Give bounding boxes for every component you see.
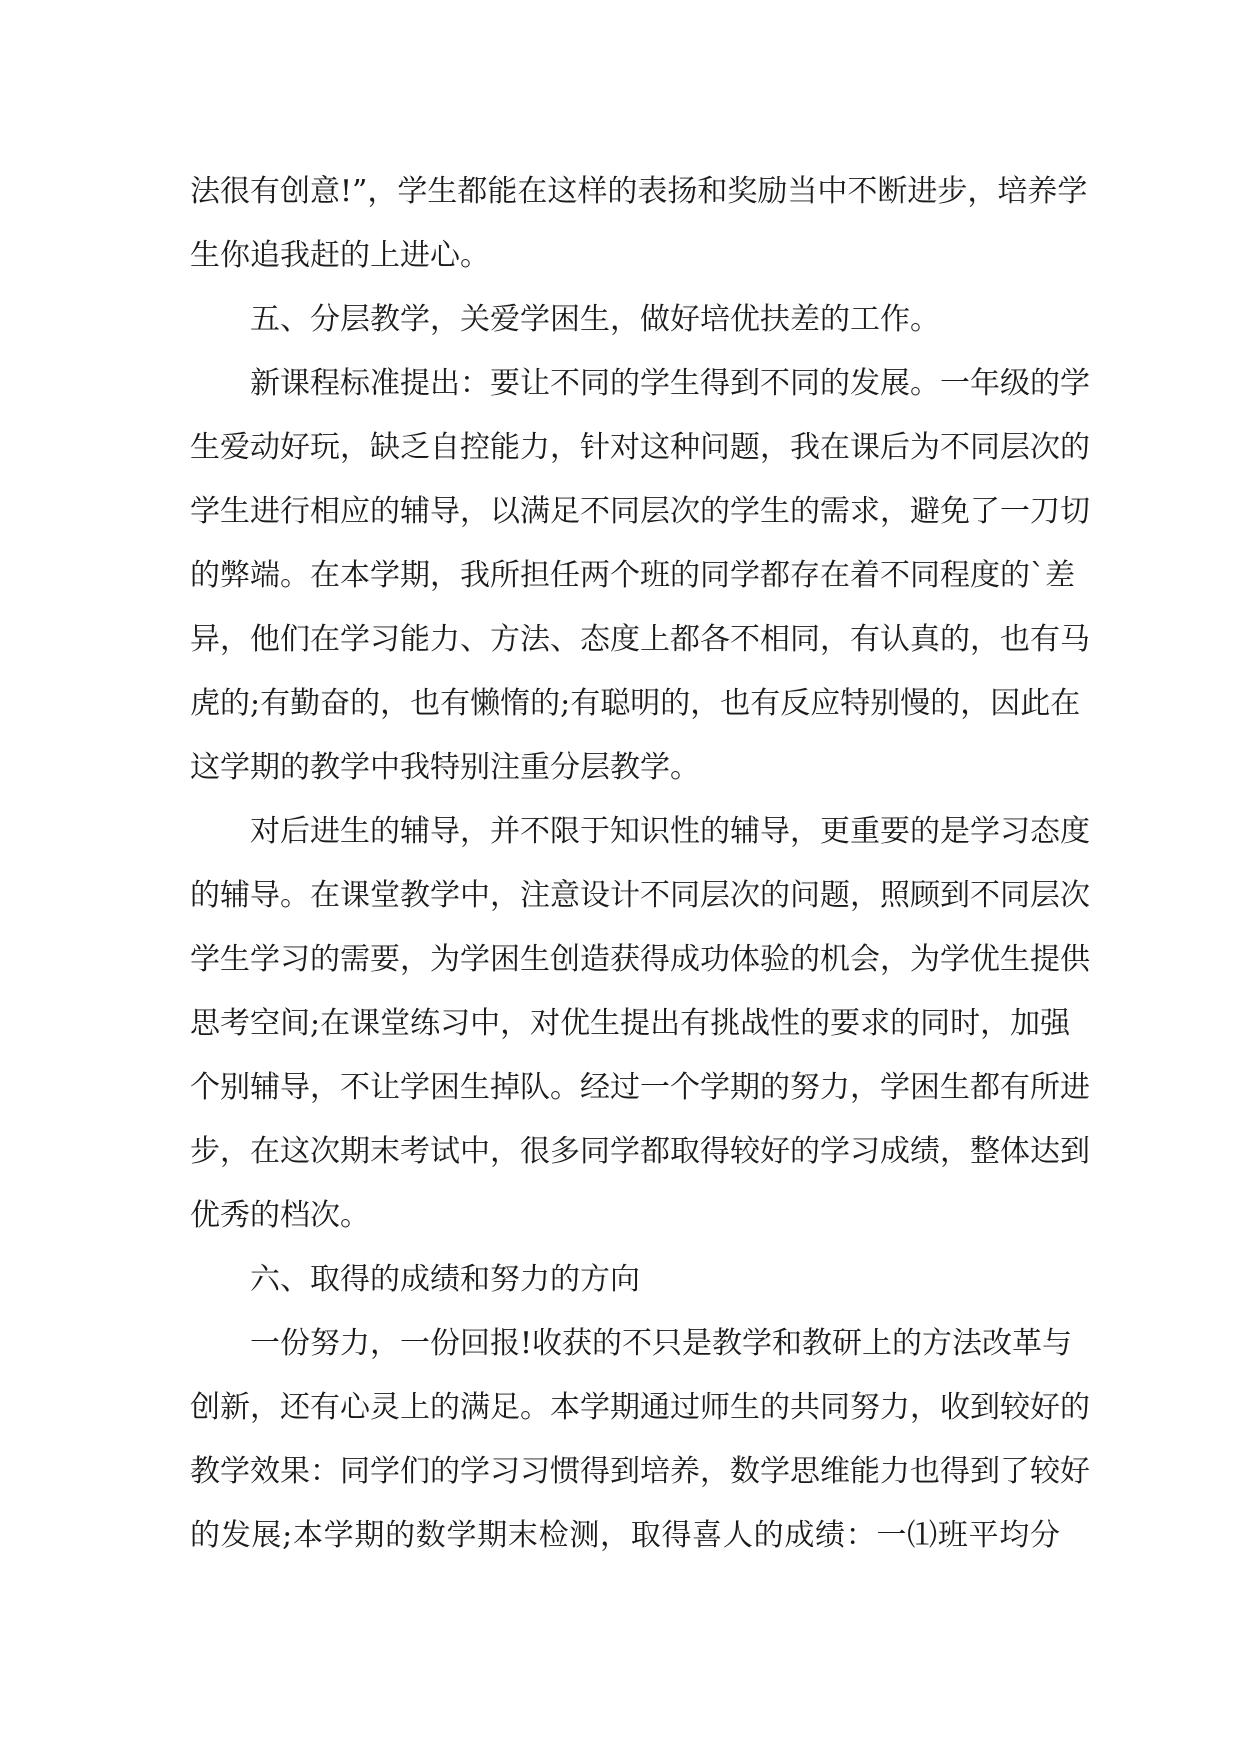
- paragraph-line: 异，他们在学习能力、方法、态度上都各不相同，有认真的，也有马: [190, 622, 1090, 657]
- paragraph-line: 一份努力，一份回报!收获的不只是教学和教研上的方法改革与: [250, 1326, 1073, 1361]
- paragraph-line: 生你追我赶的上进心。: [190, 238, 490, 273]
- section-heading: 六、取得的成绩和努力的方向: [250, 1262, 640, 1297]
- paragraph-line: 创新，还有心灵上的满足。本学期通过师生的共同努力，收到较好的: [190, 1390, 1090, 1425]
- paragraph-line: 对后进生的辅导，并不限于知识性的辅导，更重要的是学习态度: [250, 814, 1090, 849]
- paragraph-line: 学生进行相应的辅导，以满足不同层次的学生的需求，避免了一刀切: [190, 494, 1090, 529]
- paragraph-line: 的发展;本学期的数学期末检测，取得喜人的成绩：一⑴班平均分: [190, 1518, 1060, 1553]
- paragraph-line: 新课程标准提出：要让不同的学生得到不同的发展。一年级的学: [250, 366, 1090, 401]
- paragraph-line: 的辅导。在课堂教学中，注意设计不同层次的问题，照顾到不同层次: [190, 878, 1090, 913]
- paragraph-line: 生爱动好玩，缺乏自控能力，针对这种问题，我在课后为不同层次的: [190, 430, 1090, 465]
- paragraph-line: 学生学习的需要，为学困生创造获得成功体验的机会，为学优生提供: [190, 942, 1090, 977]
- paragraph-line: 个别辅导，不让学困生掉队。经过一个学期的努力，学困生都有所进: [190, 1070, 1090, 1105]
- paragraph-line: 教学效果：同学们的学习习惯得到培养，数学思维能力也得到了较好: [190, 1454, 1090, 1489]
- paragraph-line: 思考空间;在课堂练习中，对优生提出有挑战性的要求的同时，加强: [190, 1006, 1071, 1041]
- paragraph-line: 法很有创意!”，学生都能在这样的表扬和奖励当中不断进步，培养学: [190, 174, 1088, 209]
- paragraph-line: 这学期的教学中我特别注重分层教学。: [190, 750, 700, 785]
- paragraph-line: 的弊端。在本学期，我所担任两个班的同学都存在着不同程度的`差: [190, 558, 1075, 593]
- document-body: [190, 160, 1090, 1568]
- paragraph-line: 虎的;有勤奋的，也有懒惰的;有聪明的，也有反应特别慢的，因此在: [190, 686, 1081, 721]
- section-heading: 五、分层教学，关爱学困生，做好培优扶差的工作。: [250, 302, 940, 337]
- paragraph-line: 优秀的档次。: [190, 1198, 370, 1233]
- paragraph-line: 步，在这次期末考试中，很多同学都取得较好的学习成绩，整体达到: [190, 1134, 1090, 1169]
